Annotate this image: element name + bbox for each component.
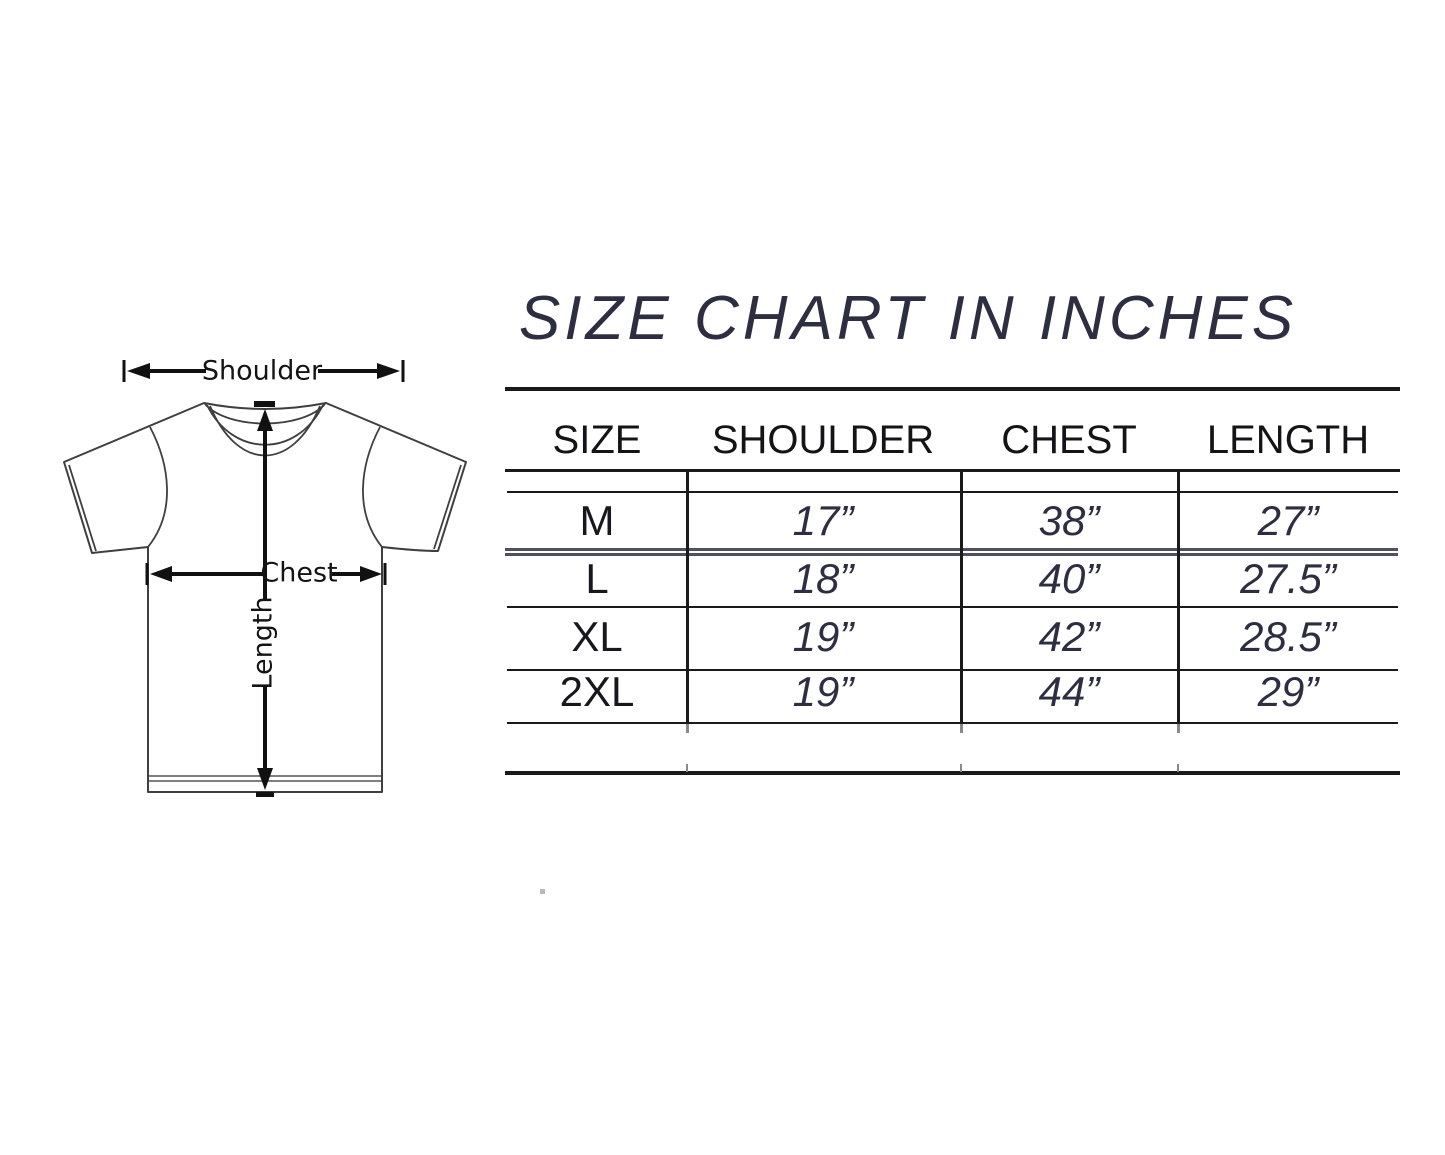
bottom-stub-2 [960,764,962,772]
table-cell-chest: 40” [1038,555,1100,602]
col-header-length: LENGTH [1206,418,1370,462]
col-sep-stub-1 [686,724,689,733]
table-cell-shoulder: 19” [792,668,854,715]
shoulder-measure-label: Shoulder [201,355,323,387]
table-cell-length: 27” [1257,497,1319,544]
table-cell-shoulder: 19” [792,613,854,660]
double-rule-a [505,548,1398,551]
bottom-stub-3 [1177,764,1179,772]
image-speck [540,889,545,894]
table-cell-shoulder: 18” [792,555,854,602]
col-sep-2 [960,469,963,724]
row-rule-4 [507,722,1398,724]
table-bottom-rule [505,771,1400,775]
table-cell-shoulder: 17” [792,497,854,544]
table-cell-size: M [579,497,615,544]
col-header-shoulder: SHOULDER [711,418,935,462]
table-cell-chest: 38” [1038,497,1100,544]
col-sep-stub-2 [960,724,963,733]
table-cell-chest: 44” [1038,668,1100,715]
page-title: SIZE CHART IN INCHES [518,284,1298,353]
row-rule-2 [507,606,1398,608]
chest-measure-label: Chest [260,557,338,589]
table-top-rule [505,387,1400,391]
table-cell-length: 29” [1257,668,1319,715]
col-header-chest: CHEST [1001,418,1137,462]
table-cell-length: 28.5” [1240,613,1336,660]
table-cell-size: 2XL [559,668,635,715]
length-measure-label: Length [247,596,279,690]
table-cell-size: L [585,555,609,602]
table-cell-size: XL [571,613,623,660]
table-cell-chest: 42” [1038,613,1100,660]
header-underline [505,469,1400,472]
col-sep-stub-3 [1177,724,1180,733]
bottom-stub-1 [686,764,688,772]
col-header-size: SIZE [552,418,642,462]
row-rule-1 [507,491,1398,493]
col-sep-1 [686,469,689,724]
table-cell-length: 27.5” [1240,555,1336,602]
col-sep-3 [1177,469,1180,724]
